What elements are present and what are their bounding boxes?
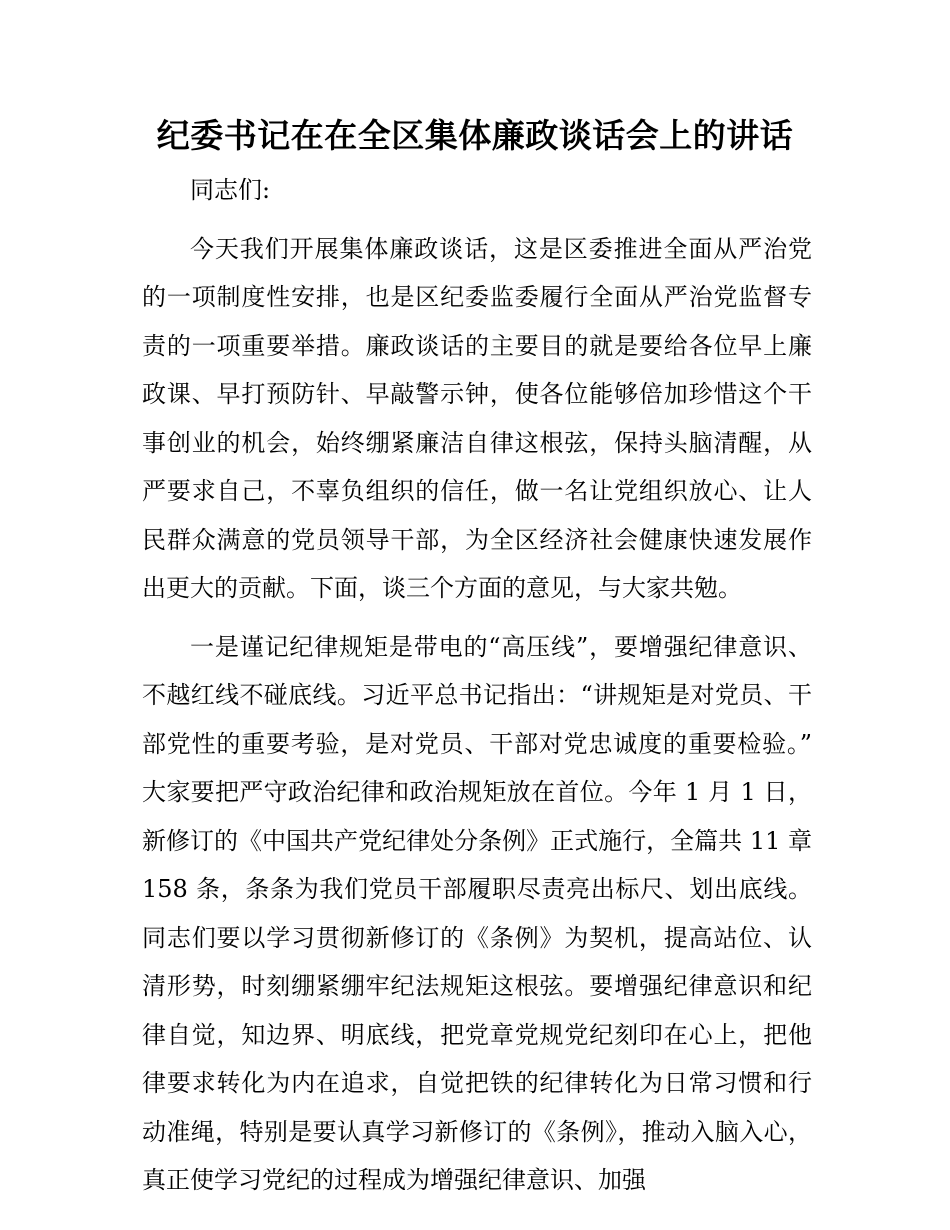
document-title: 纪委书记在在全区集体廉政谈话会上的讲话 (156, 116, 794, 155)
greeting: 同志们: (190, 176, 271, 204)
document-body (142, 166, 812, 1215)
paragraph-intro: 今天我们开展集体廉政谈话，这是区委推进全面从严治党的一项制度性安排，也是区纪委监委履行全面从严治党监督专责的一项重要举措。廉政谈话的主要目的就是要给各位早上廉政课、早打预防针、早敲警示钟，使各位能够倍加珍惜这个干事创业的机会，始终绷紧廉洁自律这根弦，保持头脑清醒，从严要求自己，不辜负组织的信任，做一名让党组织放心、让人民群众满意的党员领导干部，为全区经济社会健康快速发展作出更大的贡献。下面，谈三个方面的意见，与大家共勉。 (142, 234, 812, 602)
paragraph-discipline: 一是谨记纪律规矩是带电的“高压线”，要增强纪律意识、不越红线不碰底线。习近平总书记指出：“讲规矩是对党员、干部党性的重要考验，是对党员、干部对党忠诚度的重要检验。”大家要把严守政治纪律和政治规矩放在首位。今年 1 月 1 日，新修订的《中国共产党纪律处分条例》正式施行，全篇共 11 章 158 条，条条为我们党员干部履职尽责亮出标尺、划出底线。同志们要以学习贯彻新修订的《条例》为契机，提高站位、认清形势，时刻绷紧绷牢纪法规矩这根弦。要增强纪律意识和纪律自觉，知边界、明底线，把党章党规党纪刻印在心上，把他律要求转化为内在追求，自觉把铁的纪律转化为日常习惯和行动准绳，特别是要认真学习新修订的《条例》，推动入脑入心，真正使学习党纪的过程成为增强纪律意识、加强 (142, 632, 812, 1194)
